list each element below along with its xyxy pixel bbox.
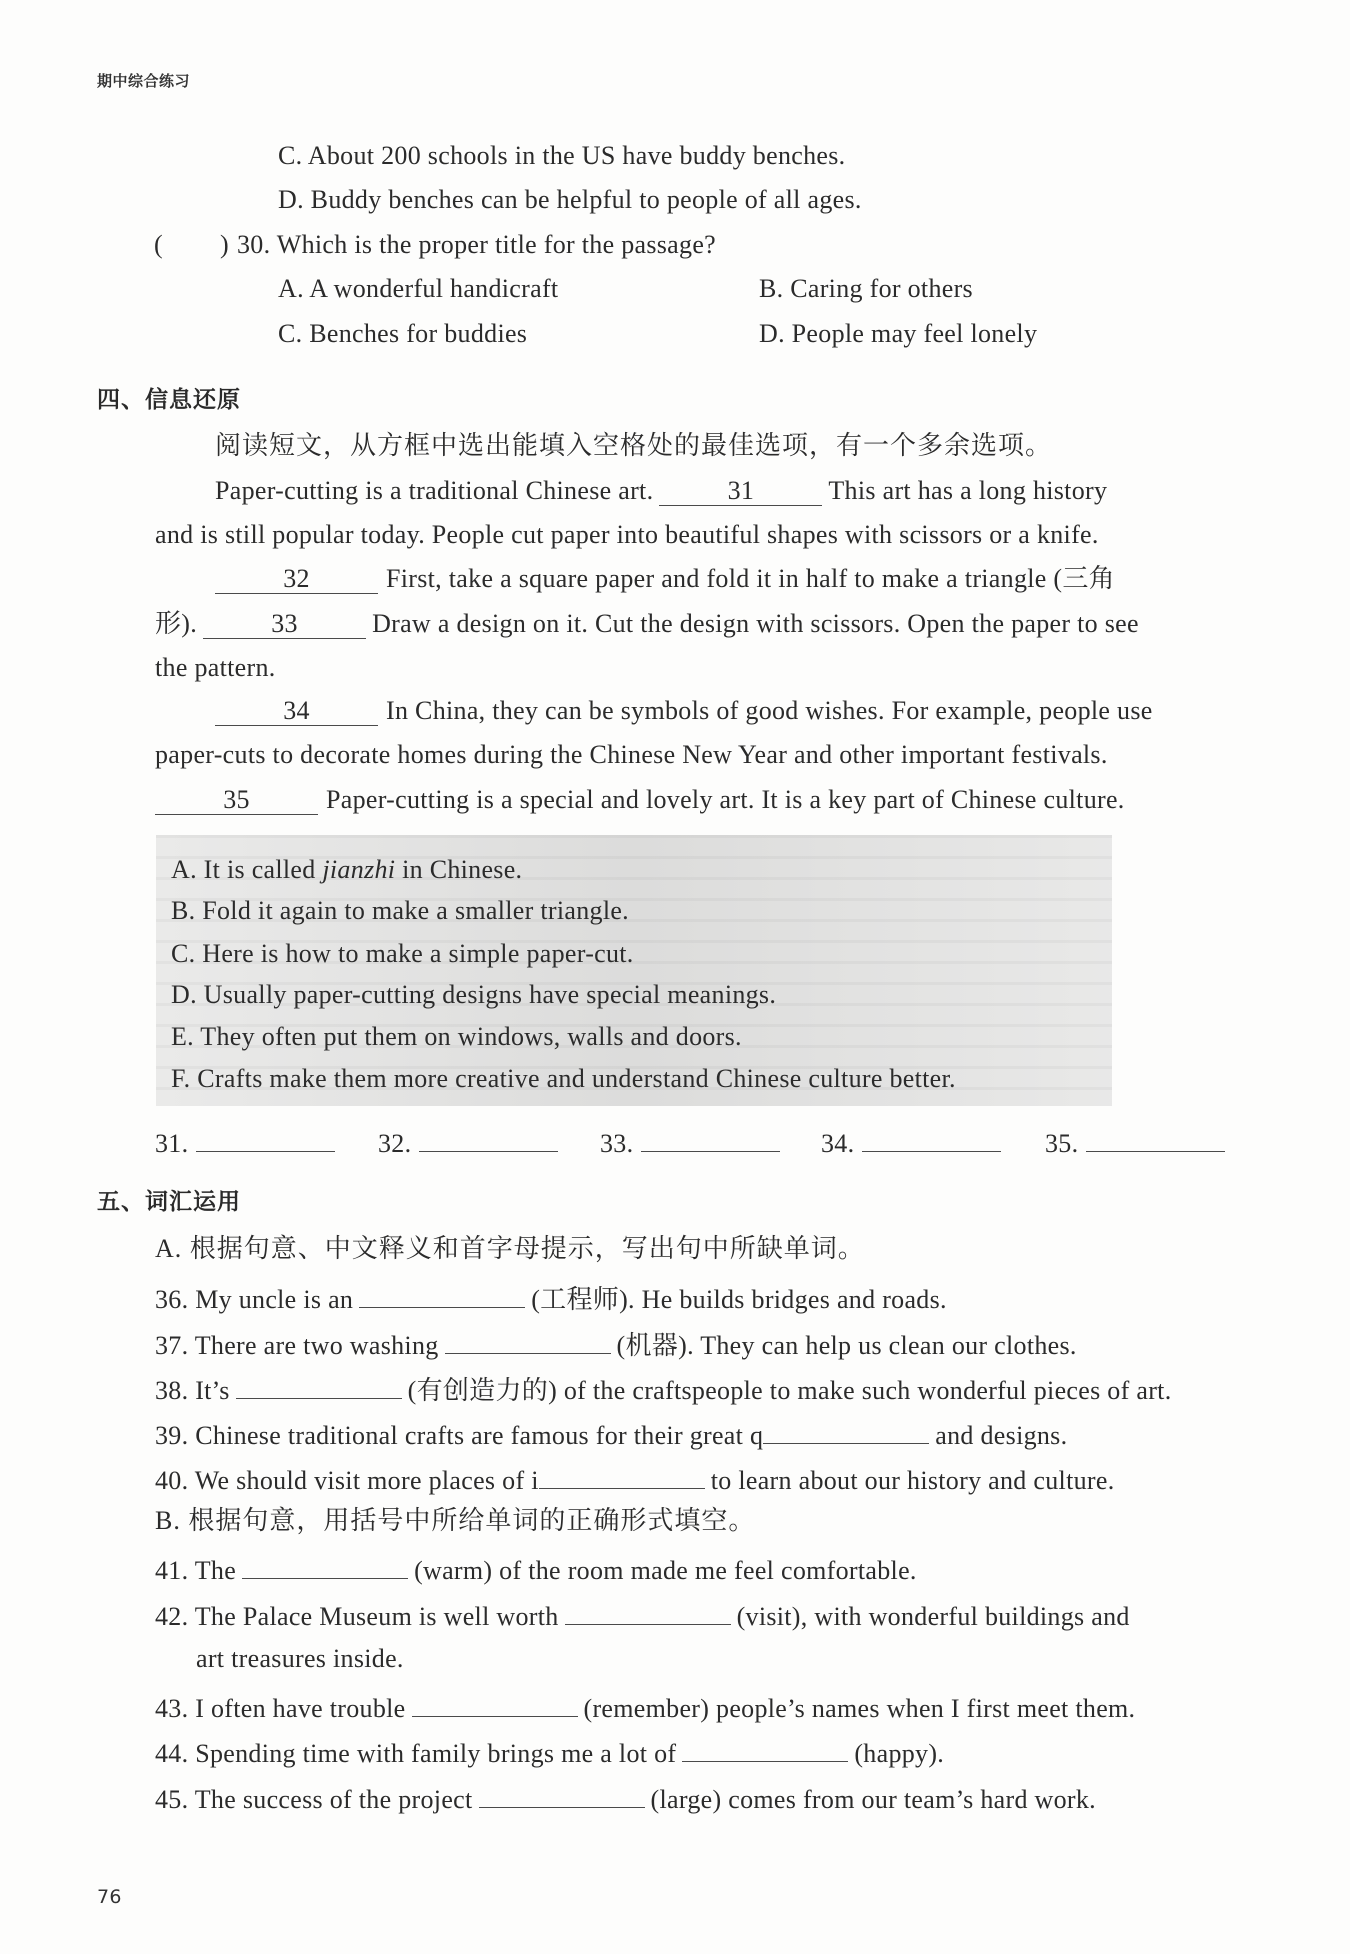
passage-line-8 [155,784,1125,816]
passage-line-5: the pattern. [155,653,276,682]
q30-stem: 30. Which is the proper title for the passage? [237,230,717,259]
item-text: 38. It’s [155,1376,230,1405]
item-text: 45. The success of the project [155,1785,473,1814]
option-italic-term: jianzhi [322,855,396,884]
part-a-instruction: A. 根据句意、中文释义和首字母提示，写出句中所缺单词。 [155,1234,865,1263]
box-option-f: F. Crafts make them more creative and understand Chinese culture better. [171,1064,956,1093]
passage-line-3 [215,563,1115,595]
answer-label: 35. [1045,1129,1079,1158]
answer-blank [763,1415,929,1444]
running-header: 期中综合练习 [97,72,191,90]
answer-label: 34. [821,1129,855,1158]
box-option-b: B. Fold it again to make a smaller triangle. [171,896,629,925]
answer-blank [862,1123,1001,1152]
passage-line-6 [215,695,1153,727]
prev-option-c: C. About 200 schools in the US have buddy benches. [278,141,846,170]
answer-blank [1086,1123,1225,1152]
options-box [156,835,1112,1106]
item-text: (happy). [854,1739,945,1768]
vocab-item-36 [155,1279,947,1316]
passage-text: Paper-cutting is a traditional Chinese art. [215,476,654,505]
blank-35: 35 [155,786,318,815]
vocab-item-37 [155,1325,1077,1362]
answer-label: 33. [600,1129,634,1158]
answer-item-32 [378,1123,558,1160]
passage-line-4 [155,608,1139,640]
part-b-instruction: B. 根据句意，用括号中所给单词的正确形式填空。 [155,1506,756,1535]
item-text: 39. Chinese traditional crafts are famous for their great q [155,1421,764,1450]
passage-text: 形). [155,609,198,638]
item-text: (机器). They can help us clean our clothes. [616,1331,1077,1360]
item-text: (remember) people’s names when I first meet them. [583,1694,1136,1723]
passage-text: In China, they can be symbols of good wishes. For example, people use [386,696,1153,725]
vocab-item-41 [155,1550,917,1587]
answer-blank [242,1550,408,1579]
vocab-item-38 [155,1370,1172,1407]
passage-text: Paper-cutting is a special and lovely art. It is a key part of Chinese culture. [326,785,1125,814]
answer-item-35 [1045,1123,1225,1160]
q30-option-c: C. Benches for buddies [278,319,528,348]
passage-text: This art has a long history [828,476,1108,505]
section5-heading: 五、词汇运用 [97,1189,241,1215]
item-text: 36. My uncle is an [155,1285,354,1314]
item-text: (warm) of the room made me feel comfortable. [414,1556,917,1585]
answer-label: 32. [378,1129,412,1158]
q30-option-a: A. A wonderful handicraft [278,274,559,303]
item-text: 43. I often have trouble [155,1694,406,1723]
answer-label: 31. [155,1129,189,1158]
item-text: 42. The Palace Museum is well worth [155,1602,559,1631]
item-text: and designs. [935,1421,1068,1450]
box-option-d: D. Usually paper-cutting designs have special meanings. [171,980,777,1009]
vocab-item-40 [155,1460,1115,1497]
passage-line-1 [215,475,1107,507]
answer-blank [539,1460,705,1489]
answer-blank [641,1123,780,1152]
answer-blank [682,1733,848,1762]
answer-paren-open: ( [154,230,163,259]
item-text: 37. There are two washing [155,1331,439,1360]
vocab-item-45 [155,1779,1096,1816]
item-text: 40. We should visit more places of i [155,1466,539,1495]
blank-32: 32 [215,565,378,594]
item-text: 41. The [155,1556,237,1585]
item-text: 44. Spending time with family brings me a lot of [155,1739,677,1768]
answer-blank [565,1596,731,1625]
item-text: (visit), with wonderful buildings and [736,1602,1130,1631]
answer-blank [236,1370,402,1399]
answer-item-31 [155,1123,335,1160]
option-text: in Chinese. [395,855,523,884]
passage-text: Draw a design on it. Cut the design with scissors. Open the paper to see [372,609,1139,638]
answer-blank [412,1688,578,1717]
answer-blank [359,1279,525,1308]
passage-text: First, take a square paper and fold it in half to make a triangle (三角 [386,564,1115,593]
prev-option-d: D. Buddy benches can be helpful to people of all ages. [278,185,862,214]
box-option-a [171,854,522,886]
blank-33: 33 [203,610,366,639]
box-option-e: E. They often put them on windows, walls and doors. [171,1022,742,1051]
section4-heading: 四、信息还原 [97,387,241,413]
vocab-item-42 [155,1596,1130,1633]
page-number: 76 [97,1886,122,1908]
answer-blank [479,1779,645,1808]
item-text: (工程师). He builds bridges and roads. [531,1285,947,1314]
answer-item-34 [821,1123,1001,1160]
item-text: (有创造力的) of the craftspeople to make such wonderful pieces of art. [407,1376,1172,1405]
answer-item-33 [600,1123,780,1160]
passage-line-2: and is still popular today. People cut paper into beautiful shapes with scissors or a knife. [155,520,1099,549]
option-text: A. It is called [171,855,323,884]
blank-34: 34 [215,697,378,726]
answer-blank [445,1325,611,1354]
vocab-item-39 [155,1415,1067,1452]
vocab-item-44 [155,1733,944,1770]
answer-blank [419,1123,558,1152]
vocab-item-43 [155,1688,1135,1725]
blank-31: 31 [659,477,822,506]
item-text: (large) comes from our team’s hard work. [650,1785,1096,1814]
item-text: to learn about our history and culture. [710,1466,1115,1495]
answer-paren-close: ) [220,230,229,259]
answer-blank [196,1123,335,1152]
passage-line-7: paper-cuts to decorate homes during the Chinese New Year and other important festivals. [155,740,1108,769]
section4-instruction: 阅读短文，从方框中选出能填入空格处的最佳选项，有一个多余选项。 [215,431,1053,460]
box-option-c: C. Here is how to make a simple paper-cut. [171,939,634,968]
vocab-item-42-continuation: art treasures inside. [196,1644,404,1673]
q30-option-d: D. People may feel lonely [759,319,1038,348]
q30-option-b: B. Caring for others [759,274,973,303]
